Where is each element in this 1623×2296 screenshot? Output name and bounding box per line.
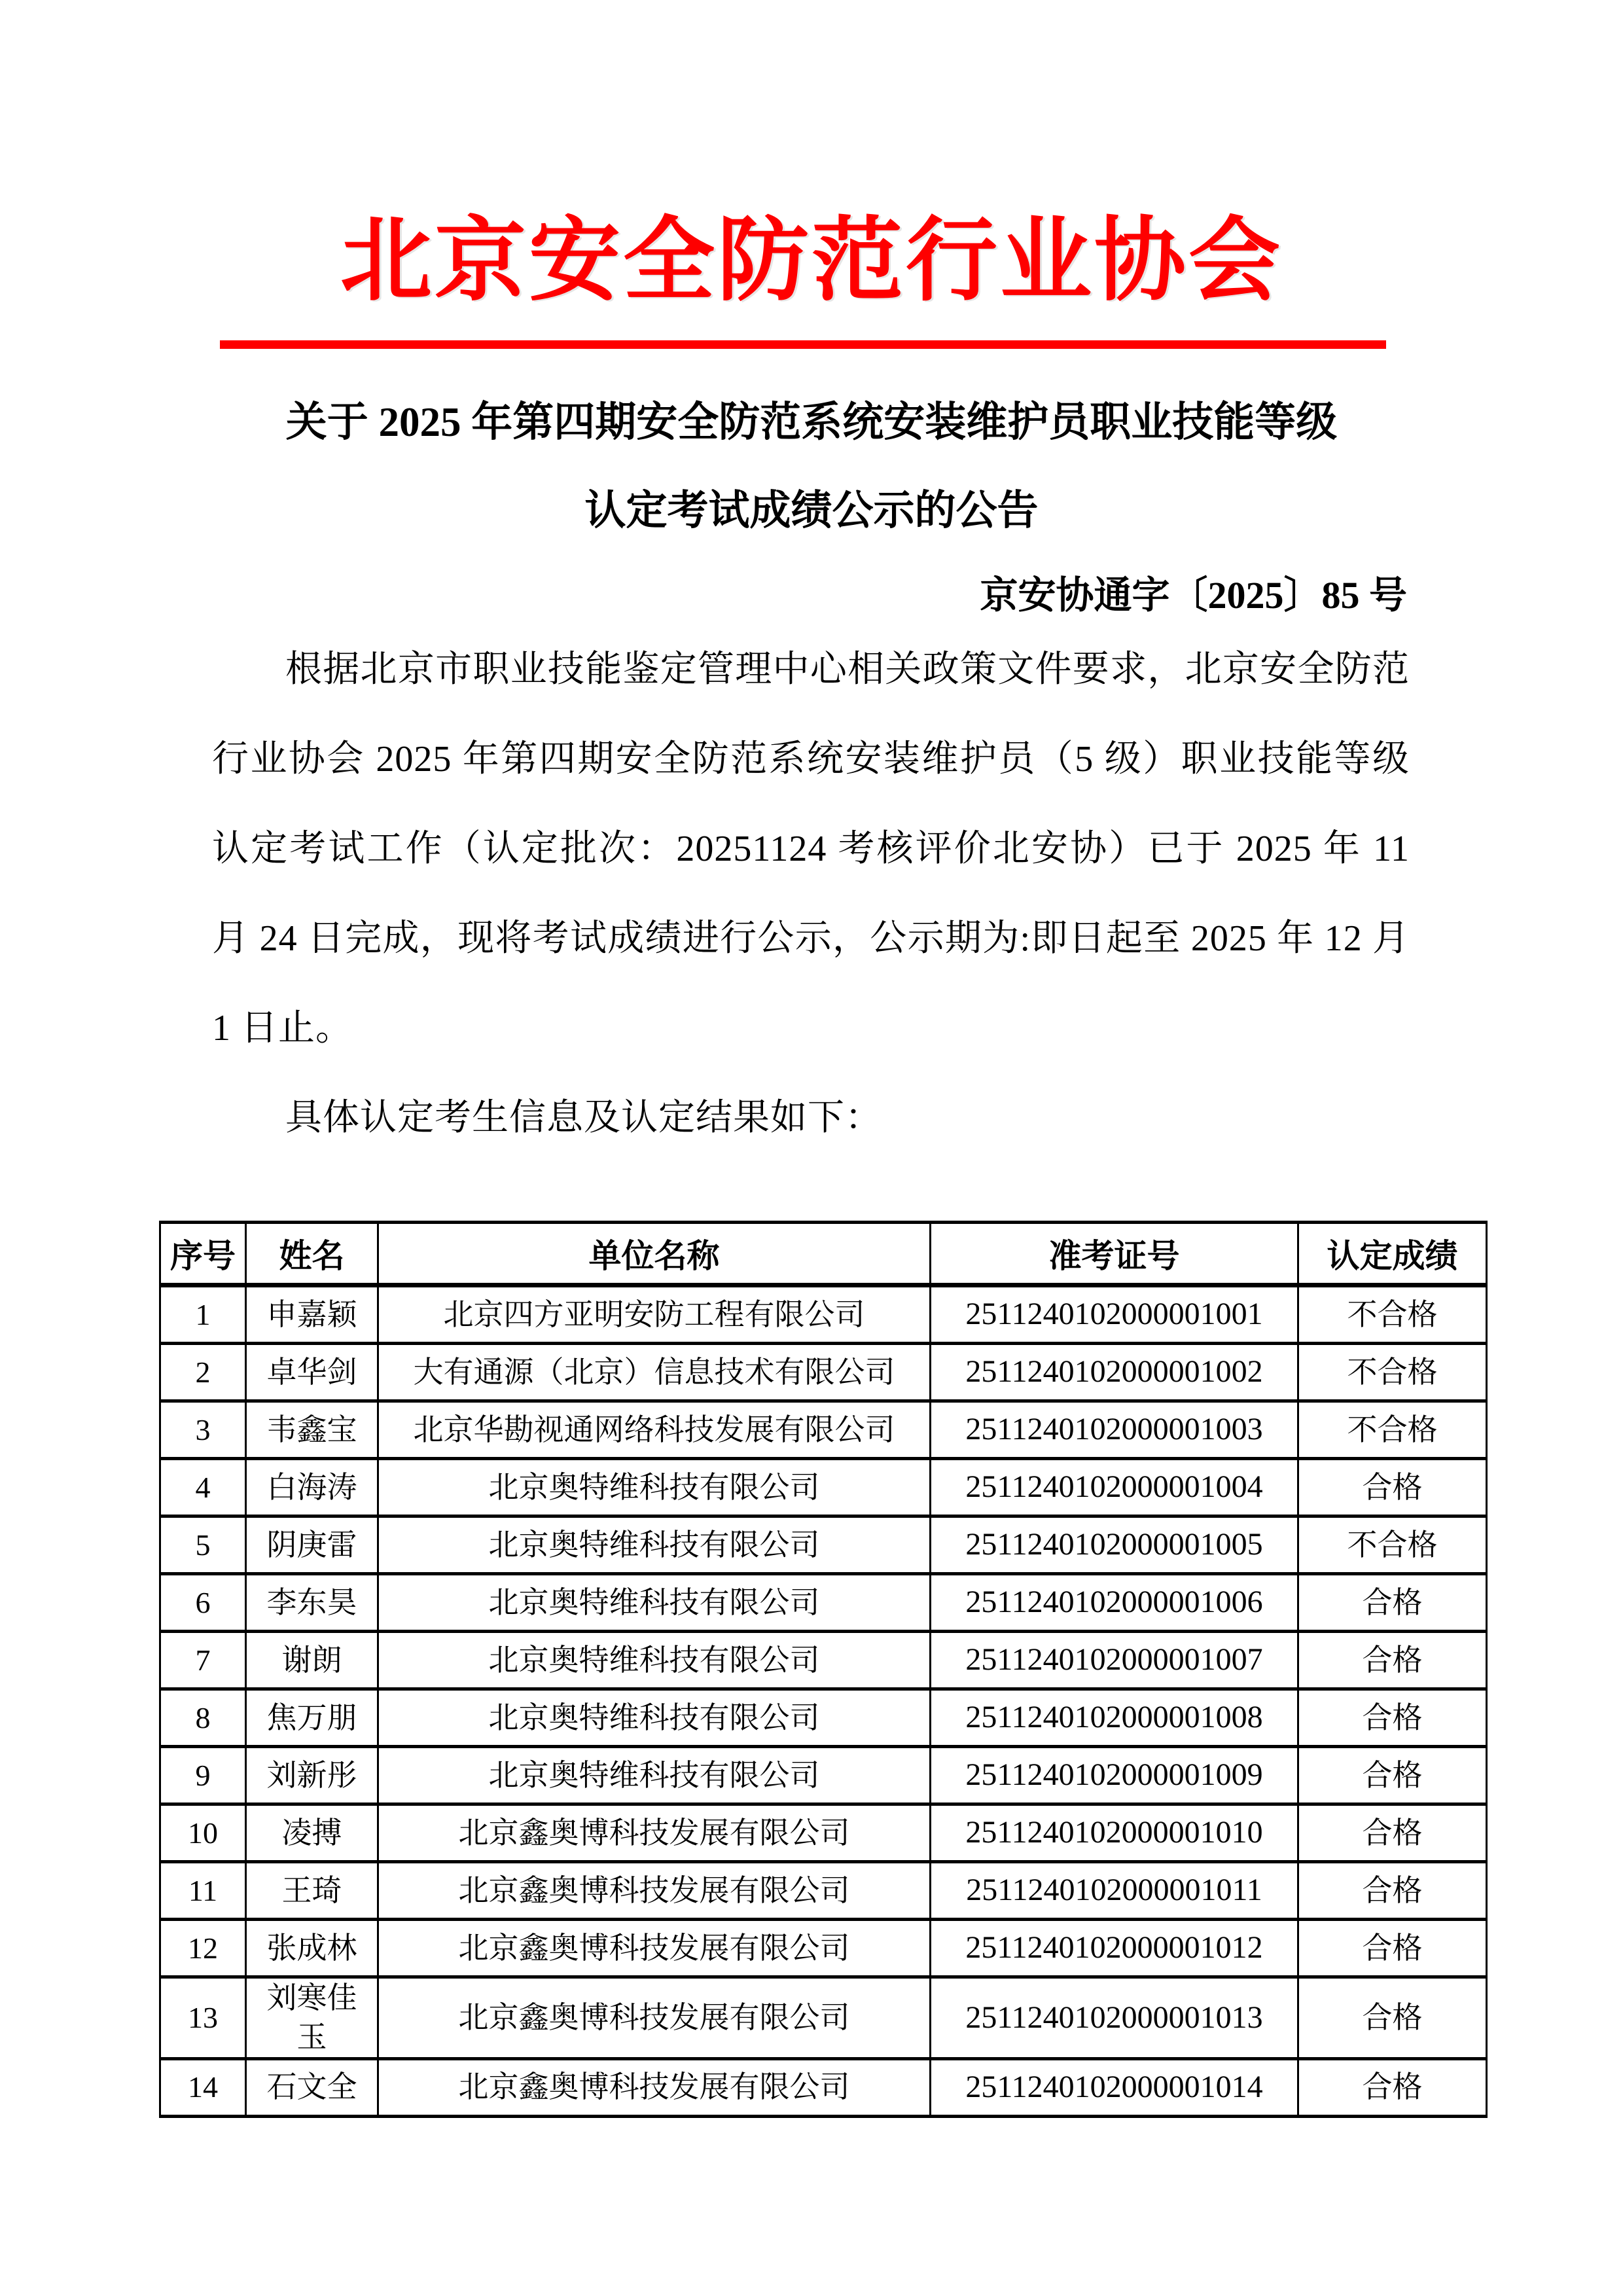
cell-name: 焦万朋 — [246, 1689, 378, 1747]
cell-name: 刘寒佳玉 — [246, 1977, 378, 2059]
table-row — [160, 1459, 1487, 1516]
table-row — [160, 1516, 1487, 1574]
doc-title-line1: 关于 2025 年第四期安全防范系统安装维护员职业技能等级 — [285, 399, 1338, 445]
table-row — [160, 1804, 1487, 1862]
cell-name: 白海涛 — [246, 1459, 378, 1516]
header-company: 单位名称 — [378, 1223, 931, 1285]
cell-company: 北京鑫奥博科技发展有限公司 — [378, 2058, 931, 2116]
table-row — [160, 1401, 1487, 1459]
cell-index: 4 — [160, 1459, 246, 1516]
cell-index: 13 — [160, 1977, 246, 2059]
cell-company: 北京奥特维科技有限公司 — [378, 1747, 931, 1804]
cell-company: 北京鑫奥博科技发展有限公司 — [378, 1920, 931, 1977]
cell-index: 7 — [160, 1632, 246, 1689]
cell-index: 9 — [160, 1747, 246, 1804]
table-row — [160, 1977, 1487, 2059]
cell-ticket-number: 2511240102000001010 — [931, 1804, 1298, 1862]
cell-company: 北京奥特维科技有限公司 — [378, 1459, 931, 1516]
cell-ticket-number: 2511240102000001003 — [931, 1401, 1298, 1459]
cell-name: 卓华剑 — [246, 1344, 378, 1401]
cell-name: 韦鑫宝 — [246, 1401, 378, 1459]
table-row — [160, 2058, 1487, 2116]
cell-company: 北京鑫奥博科技发展有限公司 — [378, 1804, 931, 1862]
cell-result: 合格 — [1298, 2058, 1487, 2116]
cell-ticket-number: 2511240102000001009 — [931, 1747, 1298, 1804]
cell-company: 北京鑫奥博科技发展有限公司 — [378, 1862, 931, 1920]
table-row — [160, 1632, 1487, 1689]
cell-index: 10 — [160, 1804, 246, 1862]
cell-company: 北京奥特维科技有限公司 — [378, 1516, 931, 1574]
cell-ticket-number: 2511240102000001013 — [931, 1977, 1298, 2059]
cell-company: 北京奥特维科技有限公司 — [378, 1574, 931, 1632]
table-row — [160, 1344, 1487, 1401]
cell-index: 14 — [160, 2058, 246, 2116]
cell-name: 申嘉颖 — [246, 1285, 378, 1344]
cell-ticket-number: 2511240102000001012 — [931, 1920, 1298, 1977]
body-text — [212, 625, 1410, 1163]
doc-number: 京安协通字〔2025〕85 号 — [980, 574, 1407, 617]
cell-ticket-number: 2511240102000001008 — [931, 1689, 1298, 1747]
results-table-header — [160, 1223, 1487, 1285]
table-header-row — [160, 1223, 1487, 1285]
cell-result: 合格 — [1298, 1574, 1487, 1632]
cell-ticket-number: 2511240102000001001 — [931, 1285, 1298, 1344]
cell-ticket-number: 2511240102000001011 — [931, 1862, 1298, 1920]
cell-result: 不合格 — [1298, 1285, 1487, 1344]
cell-name: 张成林 — [246, 1920, 378, 1977]
cell-index: 6 — [160, 1574, 246, 1632]
body-paragraph-1: 根据北京市职业技能鉴定管理中心相关政策文件要求，北京安全防范行业协会 2025 年第四期安全防范系统安装维护员（5 级）职业技能等级认定考试工作（认定批次：20251124 考核评价北安协）已于 2025 年 11 月 24 日完成，现将考试成绩进行公示，公示期为:即日起至 2025 年 12 月 1 日止。 — [212, 649, 1410, 1049]
org-title: 北京安全防范行业协会 — [340, 211, 1283, 312]
header-ticket-number: 准考证号 — [931, 1223, 1298, 1285]
cell-result: 合格 — [1298, 1920, 1487, 1977]
cell-result: 合格 — [1298, 1459, 1487, 1516]
cell-result: 合格 — [1298, 1689, 1487, 1747]
cell-index: 2 — [160, 1344, 246, 1401]
cell-ticket-number: 2511240102000001002 — [931, 1344, 1298, 1401]
results-table-body — [160, 1285, 1487, 2117]
cell-name: 石文全 — [246, 2058, 378, 2116]
cell-index: 3 — [160, 1401, 246, 1459]
table-row — [160, 1285, 1487, 1344]
cell-index: 1 — [160, 1285, 246, 1344]
cell-index: 12 — [160, 1920, 246, 1977]
body-paragraph-2: 具体认定考生信息及认定结果如下： — [285, 1098, 882, 1138]
cell-company: 北京华勘视通网络科技发展有限公司 — [378, 1401, 931, 1459]
cell-index: 5 — [160, 1516, 246, 1574]
cell-result: 合格 — [1298, 1977, 1487, 2059]
cell-result: 不合格 — [1298, 1516, 1487, 1574]
cell-result: 合格 — [1298, 1747, 1487, 1804]
cell-result: 不合格 — [1298, 1401, 1487, 1459]
cell-result: 不合格 — [1298, 1344, 1487, 1401]
cell-index: 11 — [160, 1862, 246, 1920]
cell-result: 合格 — [1298, 1862, 1487, 1920]
cell-company: 北京四方亚明安防工程有限公司 — [378, 1285, 931, 1344]
cell-name: 阴庚雷 — [246, 1516, 378, 1574]
cell-name: 王琦 — [246, 1862, 378, 1920]
table-row — [160, 1574, 1487, 1632]
table-row — [160, 1689, 1487, 1747]
doc-title-line2: 认定考试成绩公示的公告 — [584, 488, 1039, 533]
title-divider-line — [220, 340, 1386, 349]
cell-name: 凌搏 — [246, 1804, 378, 1862]
cell-name: 谢朗 — [246, 1632, 378, 1689]
table-row — [160, 1862, 1487, 1920]
cell-ticket-number: 2511240102000001005 — [931, 1516, 1298, 1574]
cell-company: 大有通源（北京）信息技术有限公司 — [378, 1344, 931, 1401]
cell-ticket-number: 2511240102000001006 — [931, 1574, 1298, 1632]
cell-ticket-number: 2511240102000001014 — [931, 2058, 1298, 2116]
cell-ticket-number: 2511240102000001004 — [931, 1459, 1298, 1516]
table-row — [160, 1747, 1487, 1804]
cell-name: 李东昊 — [246, 1574, 378, 1632]
cell-company: 北京奥特维科技有限公司 — [378, 1632, 931, 1689]
cell-result: 合格 — [1298, 1632, 1487, 1689]
header-result: 认定成绩 — [1298, 1223, 1487, 1285]
cell-result: 合格 — [1298, 1804, 1487, 1862]
cell-ticket-number: 2511240102000001007 — [931, 1632, 1298, 1689]
header-name: 姓名 — [246, 1223, 378, 1285]
results-table — [159, 1221, 1488, 2118]
cell-index: 8 — [160, 1689, 246, 1747]
cell-company: 北京奥特维科技有限公司 — [378, 1689, 931, 1747]
cell-company: 北京鑫奥博科技发展有限公司 — [378, 1977, 931, 2059]
doc-title — [157, 378, 1466, 555]
cell-name: 刘新彤 — [246, 1747, 378, 1804]
table-row — [160, 1920, 1487, 1977]
header-index: 序号 — [160, 1223, 246, 1285]
